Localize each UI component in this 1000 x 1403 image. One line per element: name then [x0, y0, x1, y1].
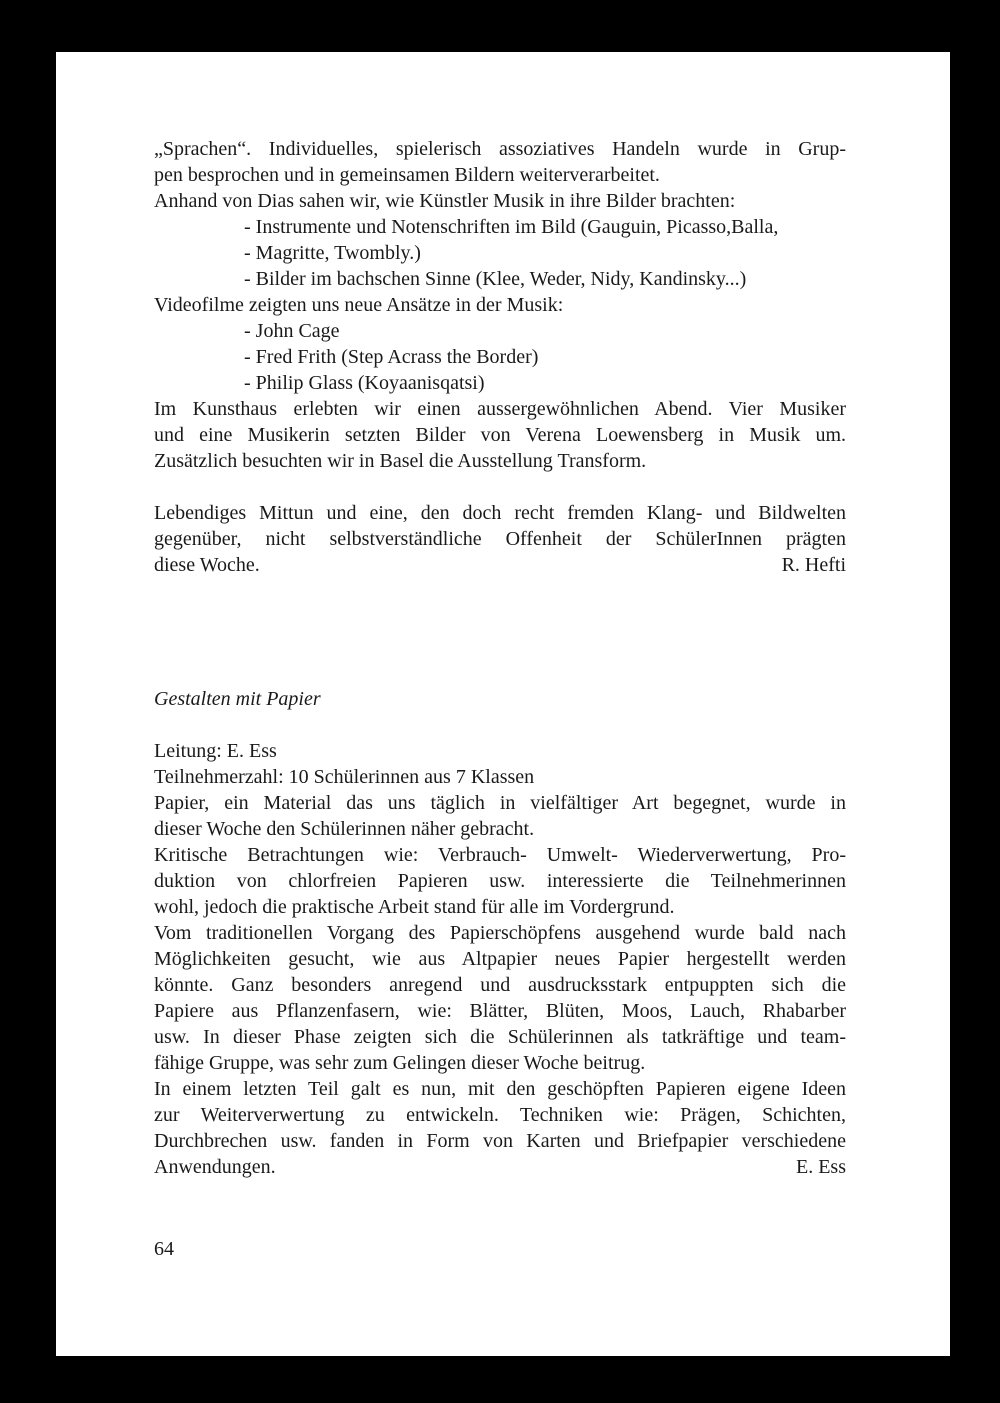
text-line: Kritische Betrachtungen wie: Verbrauch- Umwelt- Wiederverwertung, Pro-	[154, 844, 846, 866]
text-line: Papier, ein Material das uns täglich in vielfältiger Art begegnet, wurde in	[154, 792, 846, 814]
text-line: dieser Woche den Schülerinnen näher gebracht.	[154, 818, 535, 840]
text-line: Lebendiges Mittun und eine, den doch recht fremden Klang- und Bildwelten	[154, 502, 846, 524]
text-line: Im Kunsthaus erlebten wir einen aussergewöhnlichen Abend. Vier Musiker	[154, 398, 846, 420]
text-line: und eine Musikerin setzten Bilder von Verena Loewensberg in Musik um.	[154, 424, 846, 446]
text-line: Zusätzlich besuchten wir in Basel die Ausstellung Transform.	[154, 450, 647, 472]
list-item: - John Cage	[244, 320, 340, 342]
text-line: könnte. Ganz besonders anregend und ausdrucksstark entpuppten sich die	[154, 974, 846, 996]
page-number: 64	[154, 1238, 174, 1260]
list-item: - Bilder im bachschen Sinne (Klee, Weder, Nidy, Kandinsky...)	[244, 268, 747, 290]
text-line: Leitung: E. Ess	[154, 740, 277, 762]
text-line: duktion von chlorfreien Papieren usw. interessierte die Teilnehmerinnen	[154, 870, 846, 892]
text-line: diese Woche.	[154, 554, 260, 576]
list-item: - Instrumente und Notenschriften im Bild (Gauguin, Picasso,Balla,	[244, 216, 779, 238]
text-line: „Sprachen“. Individuelles, spielerisch assoziatives Handeln wurde in Grup-	[154, 138, 846, 160]
text-line: Vom traditionellen Vorgang des Papierschöpfens ausgehend wurde bald nach	[154, 922, 846, 944]
text-line: Papiere aus Pflanzenfasern, wie: Blätter, Blüten, Moos, Lauch, Rhabarber	[154, 1000, 846, 1022]
text-line-with-signature	[154, 1154, 846, 1180]
author-signature: R. Hefti	[781, 554, 846, 576]
section-title: Gestalten mit Papier	[154, 688, 321, 710]
author-signature: E. Ess	[796, 1156, 846, 1178]
text-line: wohl, jedoch die praktische Arbeit stand für alle im Vordergrund.	[154, 896, 675, 918]
text-line: fähige Gruppe, was sehr zum Gelingen dieser Woche beitrug.	[154, 1052, 646, 1074]
text-line: In einem letzten Teil galt es nun, mit den geschöpften Papieren eigene Ideen	[154, 1078, 846, 1100]
text-line: Anwendungen.	[154, 1156, 276, 1178]
text-line: usw. In dieser Phase zeigten sich die Schülerinnen als tatkräftige und team-	[154, 1026, 846, 1048]
text-line: pen besprochen und in gemeinsamen Bildern weiterverarbeitet.	[154, 164, 660, 186]
text-line-with-signature	[154, 552, 846, 578]
text-line: Videofilme zeigten uns neue Ansätze in der Musik:	[154, 294, 564, 316]
text-line: Anhand von Dias sahen wir, wie Künstler Musik in ihre Bilder brachten:	[154, 190, 736, 212]
text-line: Teilnehmerzahl: 10 Schülerinnen aus 7 Klassen	[154, 766, 535, 788]
text-line: gegenüber, nicht selbstverständliche Offenheit der SchülerInnen prägten	[154, 528, 846, 550]
text-line: zur Weiterverwertung zu entwickeln. Techniken wie: Prägen, Schichten,	[154, 1104, 846, 1126]
list-item: - Fred Frith (Step Acrass the Border)	[244, 346, 539, 368]
text-line: Durchbrechen usw. fanden in Form von Karten und Briefpapier verschiedene	[154, 1130, 846, 1152]
list-item: - Philip Glass (Koyaanisqatsi)	[244, 372, 485, 394]
list-item: - Magritte, Twombly.)	[244, 242, 421, 264]
text-line: Möglichkeiten gesucht, wie aus Altpapier neues Papier hergestellt werden	[154, 948, 846, 970]
